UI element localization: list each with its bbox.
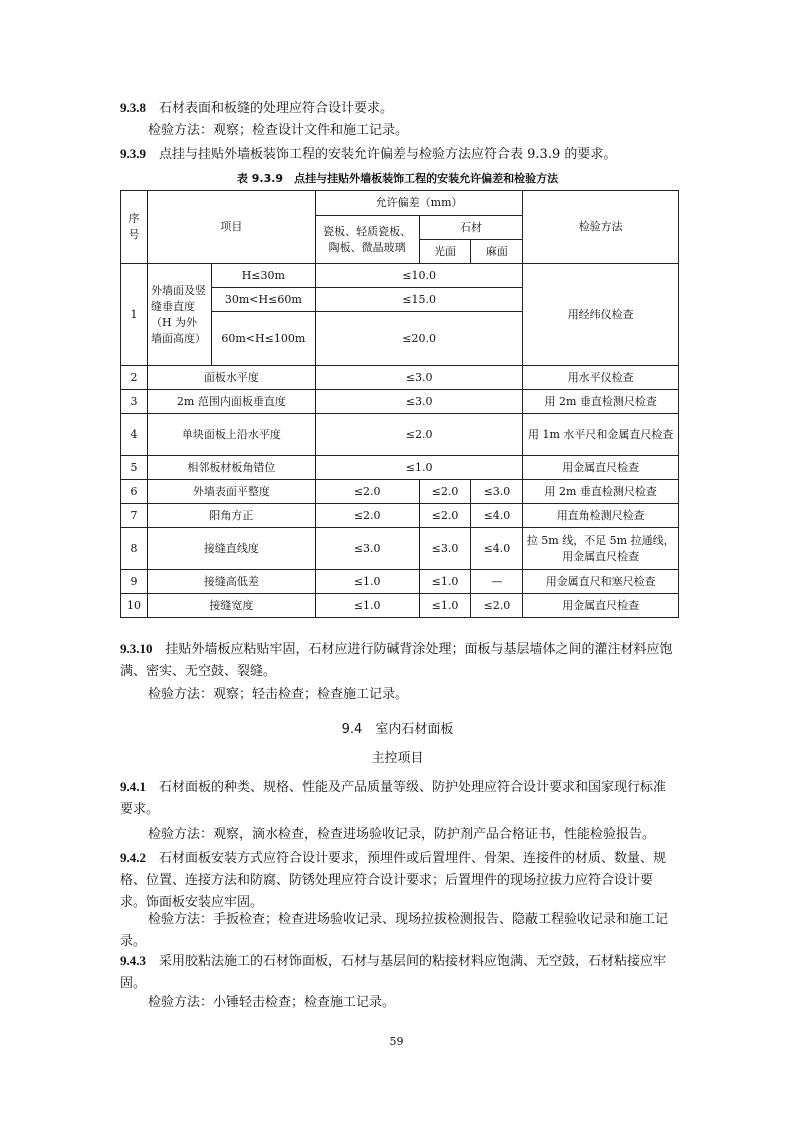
header-ceramic: 瓷板、轻质瓷板、陶板、微晶玻璃 [315,216,419,264]
header-item: 项目 [147,191,315,264]
page-number: 59 [389,1035,404,1048]
clause-9-4-2-method: 检验方法：手扳检查；检查进场验收记录、现场拉拔检测报告、隐蔽工程验收记录和施工记录。 [120,912,669,949]
header-method: 检验方法 [523,191,679,264]
table-row: 2 面板水平度 ≤3.0 用水平仪检查 [121,366,679,390]
clause-9-3-8: 9.3.8 石材表面和板缝的处理应符合设计要求。 [120,100,394,116]
clause-9-4-2: 9.4.2 石材面板安装方式应符合设计要求，预埋件或后置埋件、骨架、连接件的材质、数量、规格、位置、连接方法和防腐、防锈处理应符合设计要求；后置埋件的现场拉拔力应符合设计要求。饰面板安装应牢固。 [120,850,667,910]
table-row: 4 单块面板上沿水平度 ≤2.0 用 1m 水平尺和金属直尺检查 [121,414,679,456]
table-row: 30m<H≤60m ≤15.0 [121,288,679,312]
table-row: 5 相邻板材板角错位 ≤1.0 用金属直尺检查 [121,456,679,480]
table-caption: 表 9.3.9 点挂与挂贴外墙板装饰工程的安装允许偏差和检验方法 [236,172,559,185]
table-row: 1 外墙面及竖缝垂直度（H 为外墙面高度） H≤30m ≤10.0 用经纬仪检查 [121,264,679,288]
clause-9-4-3-method: 检验方法：小锤轻击检查；检查施工记录。 [148,995,396,1010]
subsection-heading: 主控项目 [371,751,424,766]
header-seq: 序号 [121,191,148,264]
clause-9-4-1: 9.4.1 石材面板的种类、规格、性能及产品质量等级、防护处理应符合设计要求和国家现行标准要求。 [120,779,667,817]
clause-9-3-10-method: 检验方法：观察；轻击检查；检查施工记录。 [148,687,409,702]
tolerance-table [120,190,679,618]
table-row: 9 接缝高低差 ≤1.0 ≤1.0 — 用金属直尺和塞尺检查 [121,570,679,594]
header-polished: 光面 [419,240,471,264]
table-row: 8 接缝直线度 ≤3.0 ≤3.0 ≤4.0 拉 5m 线，不足 5m 拉通线，用金属直尺检查 [121,528,679,570]
table-row: 6 外墙表面平整度 ≤2.0 ≤2.0 ≤3.0 用 2m 垂直检测尺检查 [121,480,679,504]
header-deviation: 允许偏差（mm） [315,191,523,216]
header-stone: 石材 [419,216,523,240]
clause-9-4-3: 9.4.3 采用胶粘法施工的石材饰面板，石材与基层间的粘接材料应饱满、无空鼓，石材粘接应牢固。 [120,953,667,991]
clause-9-3-9: 9.3.9 点挂与挂贴外墙板装饰工程的安装允许偏差与检验方法应符合表 9.3.9 的要求。 [120,146,617,162]
clause-9-3-10: 9.3.10 挂贴外墙板应粘贴牢固，石材应进行防碱背涂处理；面板与基层墙体之间的灌注材料应饱满、密实、无空鼓、裂缝。 [120,641,673,679]
clause-9-4-1-method: 检验方法：观察，滴水检查，检查进场验收记录，防护剂产品合格证书，性能检验报告。 [148,827,656,842]
table-row: 10 接缝宽度 ≤1.0 ≤1.0 ≤2.0 用金属直尺检查 [121,594,679,618]
table-row: 7 阳角方正 ≤2.0 ≤2.0 ≤4.0 用直角检测尺检查 [121,504,679,528]
table-row: 3 2m 范围内面板垂直度 ≤3.0 用 2m 垂直检测尺检查 [121,390,679,414]
section-heading: 9.4 室内石材面板 [341,722,454,737]
clause-9-3-8-method: 检验方法：观察；检查设计文件和施工记录。 [148,123,409,138]
table-row: 60m<H≤100m ≤20.0 [121,312,679,366]
header-rough: 麻面 [471,240,523,264]
